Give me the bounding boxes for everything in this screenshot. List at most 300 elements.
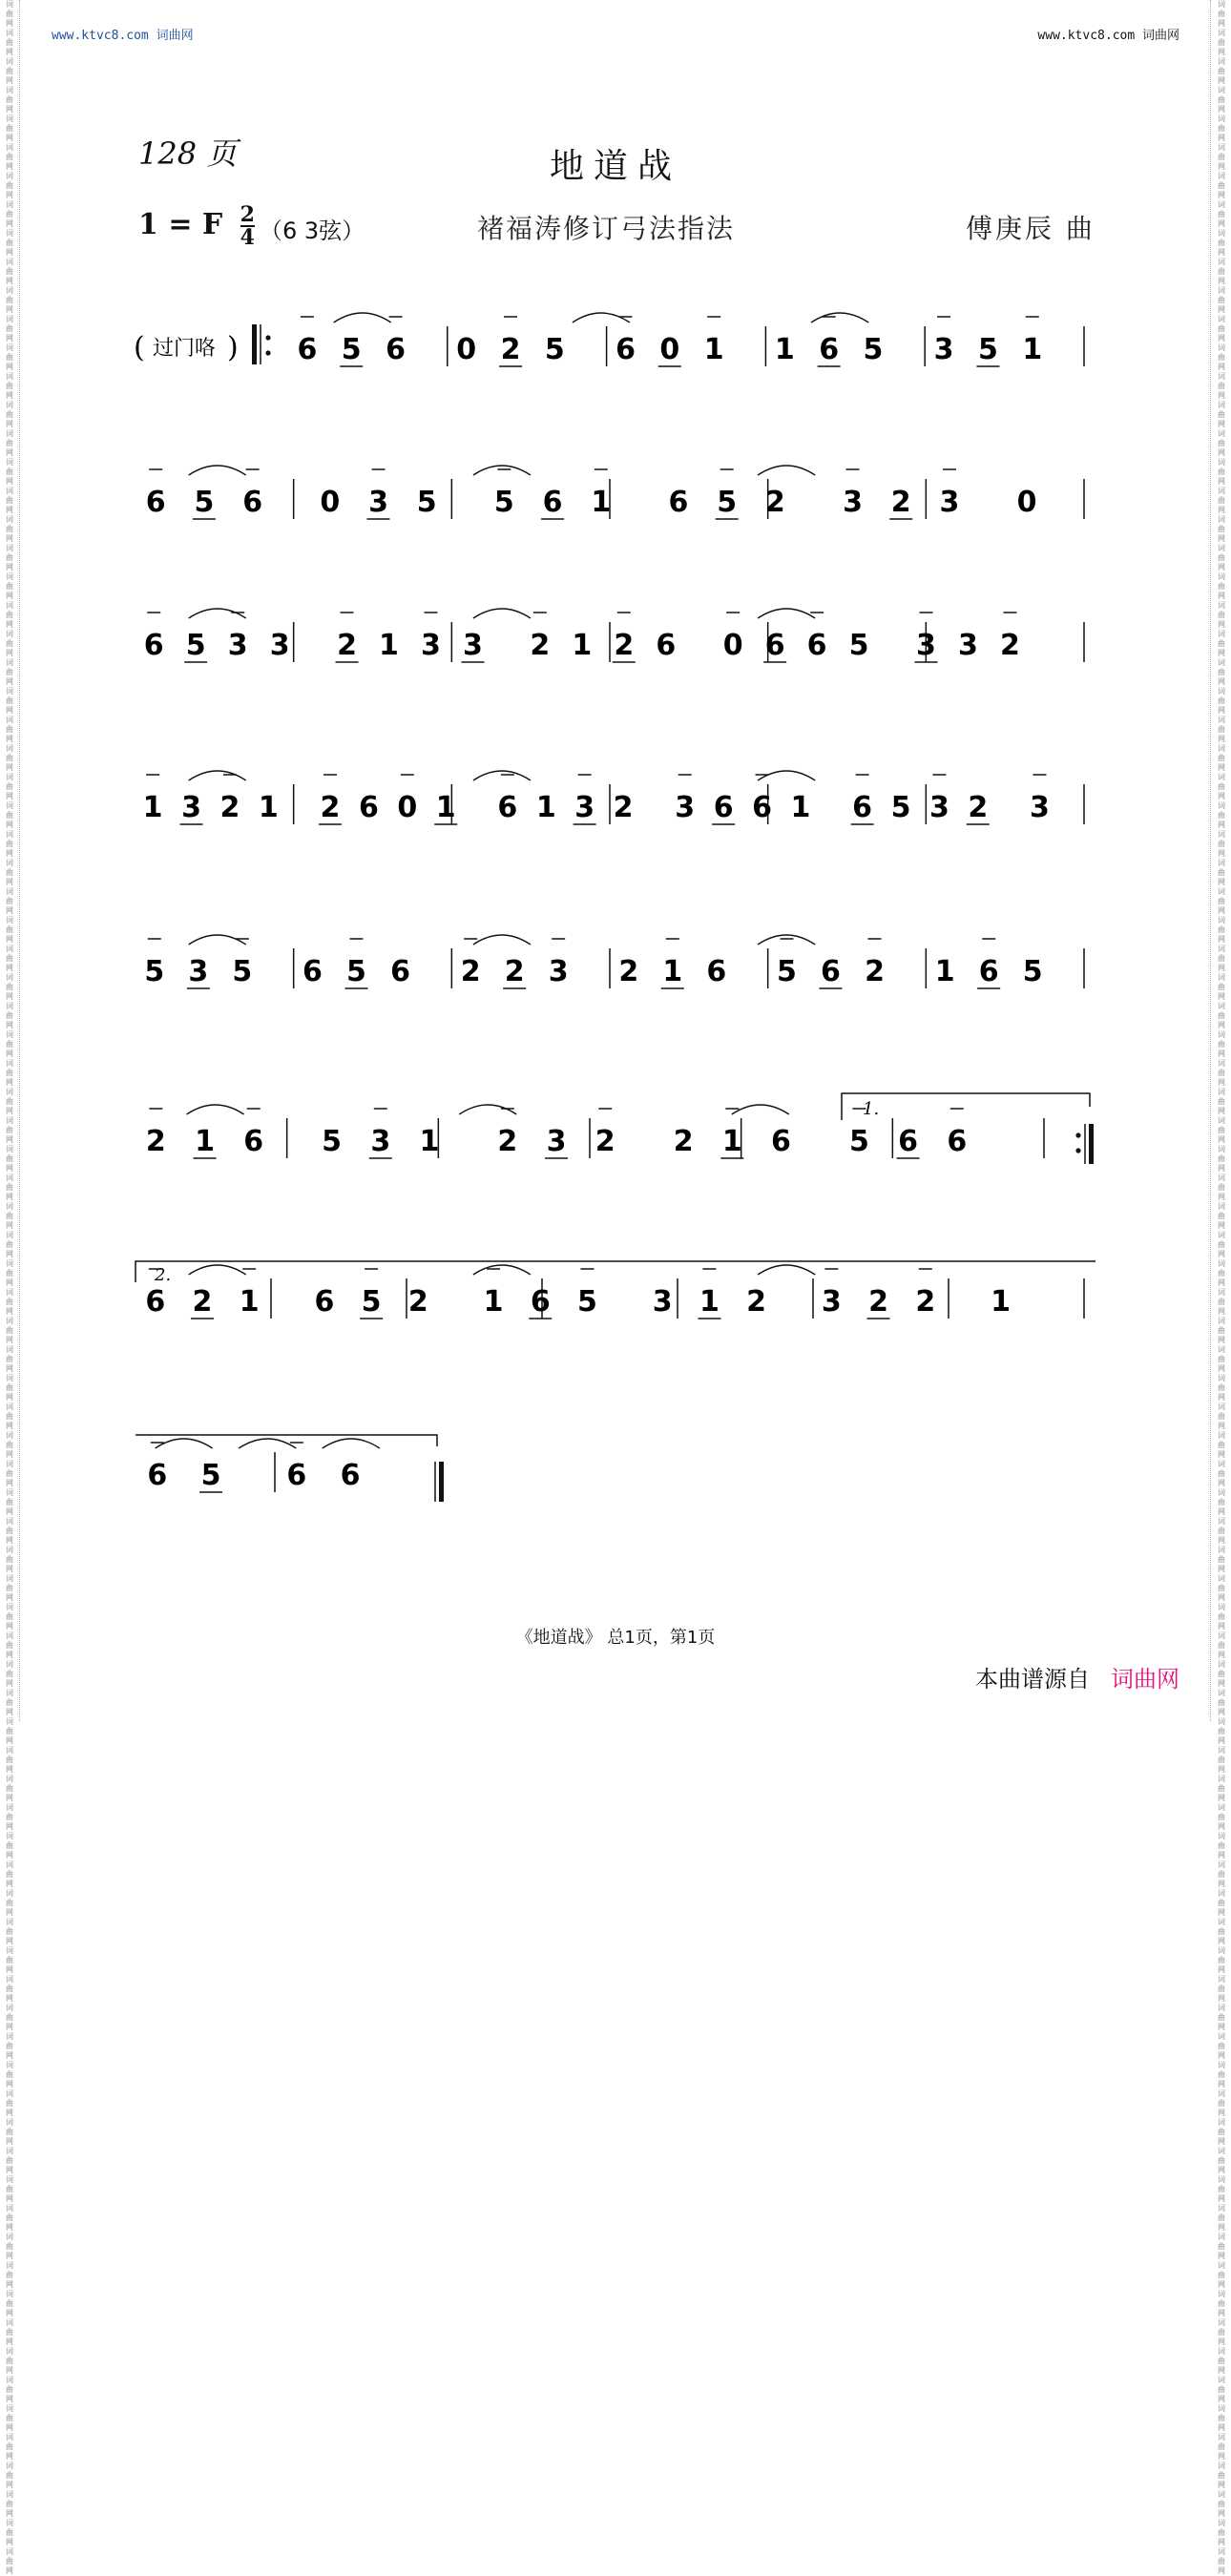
watermark-char: 网 bbox=[1218, 1994, 1225, 2003]
score-note: 3 bbox=[939, 486, 960, 519]
slur bbox=[189, 466, 246, 475]
watermark-char: 词 bbox=[6, 1345, 13, 1354]
score-note: 2 bbox=[530, 629, 551, 662]
watermark-char: 词 bbox=[6, 1374, 13, 1382]
watermark-char: 曲 bbox=[1218, 1841, 1225, 1850]
watermark-char: 词 bbox=[6, 916, 13, 924]
score-note: 3 bbox=[574, 791, 595, 824]
watermark-char: 曲 bbox=[1218, 1441, 1225, 1449]
watermark-char: 曲 bbox=[6, 210, 13, 218]
watermark-char: 词 bbox=[1218, 1088, 1225, 1096]
score-note: 6 bbox=[819, 333, 840, 366]
watermark-char: 曲 bbox=[6, 2528, 13, 2537]
watermark-char: 词 bbox=[1218, 1918, 1225, 1926]
watermark-char: 词 bbox=[6, 2233, 13, 2241]
watermark-char: 曲 bbox=[1218, 1641, 1225, 1650]
watermark-char: 曲 bbox=[6, 382, 13, 390]
slur bbox=[811, 313, 868, 322]
watermark-char: 网 bbox=[6, 2194, 13, 2203]
watermark-char: 曲 bbox=[6, 1670, 13, 1678]
watermark-char: 曲 bbox=[6, 1870, 13, 1879]
watermark-char: 词 bbox=[6, 114, 13, 123]
watermark-char: 曲 bbox=[1218, 2414, 1225, 2422]
watermark-char: 曲 bbox=[6, 1298, 13, 1306]
watermark-char: 曲 bbox=[1218, 1355, 1225, 1363]
watermark-char: 网 bbox=[1218, 2509, 1225, 2518]
time-sig-top: 2 bbox=[240, 202, 255, 227]
slur bbox=[758, 466, 815, 475]
time-sig-bottom: 4 bbox=[240, 225, 255, 250]
watermark-char: 词 bbox=[6, 2318, 13, 2327]
watermark-char: 词 bbox=[1218, 1546, 1225, 1554]
watermark-char: 词 bbox=[1218, 2118, 1225, 2127]
watermark-char: 网 bbox=[1218, 448, 1225, 457]
site-label-right[interactable]: www.ktvc8.com 词曲网 bbox=[1037, 29, 1179, 43]
watermark-char: 曲 bbox=[1218, 496, 1225, 505]
watermark-char: 词 bbox=[1218, 1345, 1225, 1354]
score-note: 2 bbox=[595, 1125, 616, 1158]
watermark-char: 网 bbox=[6, 821, 13, 829]
watermark-char: 曲 bbox=[1218, 2242, 1225, 2251]
watermark-char: 网 bbox=[1218, 134, 1225, 142]
watermark-char: 词 bbox=[6, 143, 13, 152]
watermark-char: 词 bbox=[6, 2519, 13, 2527]
watermark-char: 词 bbox=[6, 887, 13, 896]
watermark-char: 词 bbox=[6, 1431, 13, 1440]
watermark-char: 词 bbox=[6, 2175, 13, 2184]
watermark-char: 词 bbox=[1218, 258, 1225, 266]
watermark-char: 词 bbox=[6, 1775, 13, 1783]
score-note: 0 bbox=[722, 629, 743, 662]
watermark-char: 曲 bbox=[6, 925, 13, 934]
watermark-char: 曲 bbox=[1218, 38, 1225, 47]
watermark-char: 词 bbox=[1218, 172, 1225, 180]
score-note: 0 bbox=[456, 333, 477, 366]
score-note: 2 bbox=[407, 1285, 428, 1319]
watermark-char: 曲 bbox=[1218, 840, 1225, 848]
watermark-char: 词 bbox=[1218, 887, 1225, 896]
watermark-char: 词 bbox=[6, 172, 13, 180]
watermark-char: 曲 bbox=[1218, 324, 1225, 333]
watermark-char: 词 bbox=[6, 973, 13, 982]
watermark-char: 词 bbox=[6, 2004, 13, 2012]
watermark-char: 词 bbox=[1218, 1889, 1225, 1898]
watermark-char: 曲 bbox=[1218, 2500, 1225, 2508]
watermark-char: 网 bbox=[1218, 1736, 1225, 1745]
final-thick-bar bbox=[439, 1462, 444, 1502]
score-note: 0 bbox=[397, 791, 418, 824]
watermark-char: 曲 bbox=[6, 1784, 13, 1793]
watermark-char: 词 bbox=[1218, 1517, 1225, 1526]
watermark-char: 词 bbox=[1218, 1860, 1225, 1869]
watermark-char: 词 bbox=[6, 0, 13, 9]
watermark-char: 网 bbox=[1218, 1507, 1225, 1516]
score-note: 1 bbox=[790, 791, 811, 824]
watermark-char: 曲 bbox=[1218, 639, 1225, 648]
watermark-char: 曲 bbox=[6, 2013, 13, 2022]
watermark-char: 网 bbox=[6, 1479, 13, 1487]
slur bbox=[189, 935, 246, 945]
watermark-char: 网 bbox=[1218, 19, 1225, 28]
watermark-char: 网 bbox=[6, 76, 13, 85]
watermark-char: 词 bbox=[1218, 1402, 1225, 1411]
watermark-char: 曲 bbox=[6, 2185, 13, 2193]
watermark-char: 词 bbox=[1218, 487, 1225, 495]
score-note: 6 bbox=[706, 955, 727, 988]
repeat-dot bbox=[1075, 1132, 1080, 1137]
watermark-char: 词 bbox=[1218, 916, 1225, 924]
watermark-char: 曲 bbox=[6, 1956, 13, 1964]
watermark-char: 网 bbox=[1218, 821, 1225, 829]
watermark-char: 曲 bbox=[6, 2099, 13, 2108]
watermark-char: 曲 bbox=[1218, 181, 1225, 190]
score-note: 1 bbox=[721, 1125, 742, 1158]
watermark-char: 网 bbox=[6, 1536, 13, 1545]
watermark-char: 词 bbox=[1218, 429, 1225, 438]
watermark-char: 曲 bbox=[1218, 1126, 1225, 1134]
watermark-char: 词 bbox=[6, 429, 13, 438]
score-note: 5 bbox=[977, 333, 998, 366]
watermark-char: 曲 bbox=[1218, 2271, 1225, 2279]
slur bbox=[573, 313, 630, 322]
slur bbox=[732, 1105, 789, 1114]
watermark-char: 词 bbox=[6, 2204, 13, 2212]
watermark-char: 曲 bbox=[6, 410, 13, 419]
watermark-char: 曲 bbox=[1218, 1040, 1225, 1049]
score-note: 6 bbox=[390, 955, 410, 988]
watermark-char: 词 bbox=[1218, 2547, 1225, 2556]
score-note: 3 bbox=[928, 791, 949, 824]
watermark-char: 词 bbox=[6, 458, 13, 467]
watermark-char: 曲 bbox=[1218, 1183, 1225, 1192]
watermark-char: 网 bbox=[6, 1908, 13, 1917]
watermark-char: 曲 bbox=[6, 1641, 13, 1650]
watermark-char: 曲 bbox=[1218, 2042, 1225, 2050]
watermark-char: 网 bbox=[1218, 191, 1225, 199]
watermark-char: 网 bbox=[6, 735, 13, 743]
watermark-char: 词 bbox=[6, 1460, 13, 1468]
watermark-char: 网 bbox=[6, 1135, 13, 1144]
watermark-char: 网 bbox=[1218, 1622, 1225, 1631]
watermark-char: 曲 bbox=[6, 1383, 13, 1392]
watermark-char: 网 bbox=[6, 2166, 13, 2174]
watermark-char: 词 bbox=[6, 1946, 13, 1955]
watermark-char: 网 bbox=[1218, 48, 1225, 56]
watermark-char: 曲 bbox=[1218, 1498, 1225, 1506]
score-note: 6 bbox=[497, 791, 518, 824]
score-note: 6 bbox=[668, 486, 689, 519]
watermark-char: 曲 bbox=[1218, 2213, 1225, 2222]
watermark-char: 网 bbox=[1218, 2023, 1225, 2031]
score-note: 6 bbox=[978, 955, 999, 988]
watermark-char: 词 bbox=[6, 372, 13, 381]
watermark-char: 词 bbox=[1218, 1431, 1225, 1440]
page-number-label: 128 页 bbox=[138, 135, 238, 172]
score-note: 2 bbox=[915, 1285, 936, 1319]
watermark-char: 曲 bbox=[6, 267, 13, 276]
score-note: 5 bbox=[416, 486, 437, 519]
score-note: 5 bbox=[185, 629, 206, 662]
watermark-char: 曲 bbox=[6, 1412, 13, 1421]
watermark-char: 词 bbox=[6, 200, 13, 209]
score-note: 3 bbox=[370, 1125, 391, 1158]
watermark-char: 曲 bbox=[1218, 1784, 1225, 1793]
volta-2-label: 2. bbox=[155, 1265, 172, 1285]
repeat-dot bbox=[1075, 1148, 1080, 1153]
watermark-char: 曲 bbox=[6, 153, 13, 161]
watermark-char: 网 bbox=[1218, 1021, 1225, 1029]
watermark-char: 曲 bbox=[1218, 2385, 1225, 2394]
watermark-char: 词 bbox=[6, 1631, 13, 1640]
watermark-char: 曲 bbox=[1218, 1326, 1225, 1335]
watermark-char: 曲 bbox=[6, 1183, 13, 1192]
watermark-char: 曲 bbox=[1218, 67, 1225, 75]
score-note: 5 bbox=[577, 1285, 597, 1319]
watermark-char: 词 bbox=[6, 1317, 13, 1325]
watermark-char: 词 bbox=[6, 1174, 13, 1182]
watermark-char: 网 bbox=[1218, 1536, 1225, 1545]
watermark-char: 词 bbox=[6, 1746, 13, 1755]
volta-2-bracket bbox=[136, 1261, 1095, 1282]
watermark-char: 网 bbox=[6, 19, 13, 28]
watermark-char: 曲 bbox=[1218, 668, 1225, 676]
score-note: 2 bbox=[192, 1285, 213, 1319]
watermark-char: 网 bbox=[1218, 1565, 1225, 1573]
watermark-char: 词 bbox=[6, 1402, 13, 1411]
score-note: 1 bbox=[991, 1285, 1011, 1319]
watermark-char: 网 bbox=[6, 1393, 13, 1402]
watermark-char: 网 bbox=[6, 2366, 13, 2375]
watermark-char: 词 bbox=[1218, 515, 1225, 524]
watermark-char: 词 bbox=[1218, 0, 1225, 9]
watermark-char: 词 bbox=[6, 830, 13, 839]
watermark-char: 曲 bbox=[6, 725, 13, 734]
watermark-char: 词 bbox=[1218, 143, 1225, 152]
score-note: 3 bbox=[463, 629, 483, 662]
watermark-char: 网 bbox=[6, 792, 13, 800]
watermark-char: 网 bbox=[1218, 334, 1225, 343]
watermark-char: 网 bbox=[6, 1107, 13, 1115]
watermark-char: 词 bbox=[6, 1889, 13, 1898]
watermark-char: 词 bbox=[1218, 2175, 1225, 2184]
watermark-char: 网 bbox=[1218, 219, 1225, 228]
source-link[interactable]: 词曲网 bbox=[1111, 1666, 1179, 1693]
watermark-char: 词 bbox=[1218, 1775, 1225, 1783]
slur bbox=[473, 771, 531, 780]
watermark-char: 词 bbox=[6, 2490, 13, 2499]
watermark-char: 词 bbox=[6, 2547, 13, 2556]
song-title: 地道战 bbox=[549, 147, 681, 186]
watermark-char: 曲 bbox=[1218, 2156, 1225, 2165]
repeat-dot bbox=[265, 350, 270, 355]
watermark-char: 曲 bbox=[6, 2414, 13, 2422]
score-note: 6 bbox=[297, 333, 318, 366]
watermark-char: 网 bbox=[6, 992, 13, 1001]
watermark-char: 网 bbox=[6, 1593, 13, 1602]
watermark-char: 网 bbox=[6, 506, 13, 514]
watermark-char: 曲 bbox=[6, 2128, 13, 2136]
score-note: 2 bbox=[320, 791, 341, 824]
watermark-char: 曲 bbox=[1218, 1870, 1225, 1879]
watermark-char: 词 bbox=[1218, 2089, 1225, 2098]
watermark-char: 词 bbox=[1218, 687, 1225, 696]
watermark-char: 曲 bbox=[1218, 1469, 1225, 1478]
watermark-char: 网 bbox=[1218, 2166, 1225, 2174]
watermark-char: 词 bbox=[6, 1546, 13, 1554]
watermark-char: 曲 bbox=[6, 1555, 13, 1564]
watermark-char: 网 bbox=[1218, 2337, 1225, 2346]
watermark-char: 曲 bbox=[1218, 267, 1225, 276]
watermark-char: 词 bbox=[1218, 1803, 1225, 1812]
watermark-char: 网 bbox=[1218, 1049, 1225, 1058]
page-footer: 《地道战》 总1页，第1页 bbox=[515, 1628, 716, 1648]
watermark-char: 曲 bbox=[6, 1269, 13, 1278]
watermark-char: 曲 bbox=[1218, 353, 1225, 362]
watermark-char: 词 bbox=[1218, 716, 1225, 724]
score-note: 2 bbox=[746, 1285, 767, 1319]
watermark-char: 网 bbox=[1218, 2366, 1225, 2375]
slur bbox=[156, 1439, 213, 1448]
watermark-char: 词 bbox=[1218, 114, 1225, 123]
score-note: 6 bbox=[764, 629, 785, 662]
watermark-char: 网 bbox=[6, 1965, 13, 1974]
watermark-char: 网 bbox=[6, 2109, 13, 2117]
slur bbox=[189, 1265, 246, 1275]
watermark-char: 网 bbox=[6, 391, 13, 400]
watermark-char: 网 bbox=[1218, 849, 1225, 858]
watermark-char: 曲 bbox=[6, 696, 13, 705]
score-note: 6 bbox=[243, 1125, 264, 1158]
watermark-char: 曲 bbox=[6, 582, 13, 591]
score-note: 3 bbox=[548, 955, 569, 988]
watermark-char: 网 bbox=[6, 448, 13, 457]
watermark-char: 网 bbox=[6, 334, 13, 343]
watermark-char: 网 bbox=[1218, 906, 1225, 915]
watermark-char: 曲 bbox=[6, 1527, 13, 1535]
watermark-char: 词 bbox=[1218, 1231, 1225, 1239]
watermark-char: 词 bbox=[1218, 401, 1225, 409]
watermark-char: 网 bbox=[1218, 506, 1225, 514]
watermark-char: 曲 bbox=[1218, 2328, 1225, 2337]
watermark-char: 网 bbox=[6, 964, 13, 972]
watermark-char: 曲 bbox=[1218, 239, 1225, 247]
watermark-char: 网 bbox=[6, 677, 13, 686]
watermark-char: 词 bbox=[1218, 1116, 1225, 1125]
watermark-char: 词 bbox=[6, 601, 13, 610]
watermark-char: 曲 bbox=[6, 1899, 13, 1907]
watermark-char: 网 bbox=[6, 1622, 13, 1631]
watermark-char: 网 bbox=[6, 763, 13, 772]
score-note: 1 bbox=[419, 1125, 440, 1158]
watermark-char: 词 bbox=[6, 2032, 13, 2041]
watermark-char: 词 bbox=[6, 773, 13, 781]
repeat-start-thick-bar bbox=[252, 324, 257, 364]
watermark-char: 曲 bbox=[1218, 210, 1225, 218]
watermark-char: 词 bbox=[1218, 458, 1225, 467]
watermark-char: 曲 bbox=[1218, 296, 1225, 304]
watermark-char: 网 bbox=[6, 2280, 13, 2289]
score-note: 2 bbox=[865, 955, 885, 988]
watermark-char: 网 bbox=[6, 219, 13, 228]
watermark-char: 曲 bbox=[6, 1069, 13, 1077]
slur bbox=[758, 771, 815, 780]
watermark-char: 曲 bbox=[1218, 1813, 1225, 1821]
editor-credit: 褚福涛修订弓法指法 bbox=[477, 213, 736, 244]
watermark-char: 网 bbox=[6, 420, 13, 428]
watermark-char: 词 bbox=[1218, 801, 1225, 810]
watermark-char: 曲 bbox=[1218, 696, 1225, 705]
watermark-char: 曲 bbox=[1218, 2128, 1225, 2136]
score-note: 1 bbox=[572, 629, 593, 662]
watermark-char: 网 bbox=[1218, 248, 1225, 257]
slur bbox=[758, 609, 815, 618]
watermark-char: 曲 bbox=[1218, 1612, 1225, 1621]
watermark-char: 词 bbox=[1218, 2462, 1225, 2470]
site-label-left[interactable]: www.ktvc8.com 词曲网 bbox=[52, 29, 194, 43]
score-note: 3 bbox=[1030, 791, 1050, 824]
watermark-char: 曲 bbox=[1218, 782, 1225, 791]
watermark-char: 曲 bbox=[6, 1097, 13, 1106]
watermark-char: 网 bbox=[1218, 76, 1225, 85]
watermark-char: 词 bbox=[1218, 286, 1225, 295]
watermark-char: 词 bbox=[6, 1288, 13, 1297]
watermark-char: 词 bbox=[6, 2147, 13, 2155]
watermark-char: 词 bbox=[1218, 1603, 1225, 1611]
score-note: 3 bbox=[821, 1285, 842, 1319]
watermark-char: 网 bbox=[6, 1221, 13, 1230]
watermark-char: 词 bbox=[1218, 2147, 1225, 2155]
watermark-char: 网 bbox=[6, 1278, 13, 1287]
watermark-char: 网 bbox=[1218, 706, 1225, 715]
score-note: 1 bbox=[774, 333, 795, 366]
score-note: 5 bbox=[144, 955, 165, 988]
watermark-char: 词 bbox=[6, 2433, 13, 2441]
score-note: 3 bbox=[188, 955, 209, 988]
watermark-char: 词 bbox=[6, 1088, 13, 1096]
watermark-char: 词 bbox=[6, 86, 13, 94]
watermark-char: 网 bbox=[1218, 2309, 1225, 2317]
watermark-char: 词 bbox=[1218, 2404, 1225, 2413]
watermark-char: 词 bbox=[6, 57, 13, 66]
score-note: 0 bbox=[659, 333, 680, 366]
watermark-char: 词 bbox=[1218, 2290, 1225, 2298]
watermark-char: 网 bbox=[1218, 763, 1225, 772]
watermark-char: 词 bbox=[6, 1574, 13, 1583]
watermark-char: 网 bbox=[6, 48, 13, 56]
watermark-char: 网 bbox=[1218, 305, 1225, 314]
watermark-char: 曲 bbox=[6, 2213, 13, 2222]
watermark-char: 词 bbox=[6, 544, 13, 552]
watermark-char: 曲 bbox=[6, 1498, 13, 1506]
watermark-char: 网 bbox=[6, 1250, 13, 1258]
watermark-char: 曲 bbox=[1218, 983, 1225, 991]
watermark-char: 曲 bbox=[6, 2328, 13, 2337]
watermark-char: 曲 bbox=[6, 1755, 13, 1764]
watermark-char: 词 bbox=[6, 1803, 13, 1812]
watermark-char: 曲 bbox=[6, 2156, 13, 2165]
score-note: 2 bbox=[890, 486, 911, 519]
watermark-char: 网 bbox=[6, 1765, 13, 1774]
repeat-dot bbox=[265, 335, 270, 340]
watermark-char: 曲 bbox=[1218, 754, 1225, 762]
score-note: 5 bbox=[863, 333, 884, 366]
watermark-char: 曲 bbox=[6, 954, 13, 963]
score-note: 3 bbox=[916, 629, 936, 662]
score-note: 2 bbox=[500, 333, 521, 366]
watermark-char: 词 bbox=[1218, 1202, 1225, 1211]
watermark-char: 网 bbox=[1218, 1107, 1225, 1115]
watermark-char: 网 bbox=[1218, 592, 1225, 600]
